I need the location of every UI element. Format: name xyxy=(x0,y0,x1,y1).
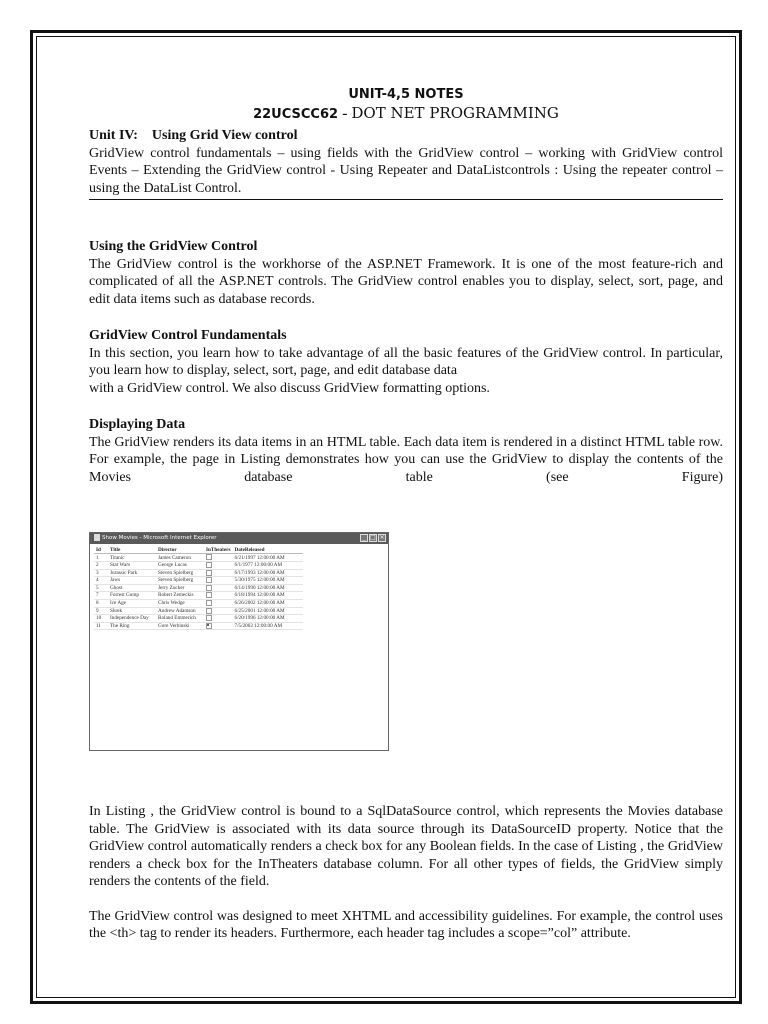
intheaters-checkbox-icon xyxy=(206,554,212,560)
document-body xyxy=(89,86,723,486)
cell-id: 7 xyxy=(94,592,108,600)
section-body-fundamentals: In this section, you learn how to take advantage of all the basic features of the GridView control. In particular, you learn how to display, select, sort, page, and edit database data xyxy=(89,345,723,378)
cell-director: Steven Spielberg xyxy=(156,577,204,585)
cell-datereleased: 6/17/1993 12:00:00 AM xyxy=(233,569,303,577)
cell-id: 2 xyxy=(94,562,108,570)
intheaters-checkbox-icon xyxy=(206,608,212,614)
cell-datereleased: 6/1/1977 12:00:00 AM xyxy=(233,562,303,570)
cell-datereleased: 7/5/2002 12:00:00 AM xyxy=(233,622,303,630)
cell-datereleased: 6/21/1997 12:00:00 AM xyxy=(233,554,303,562)
cell-title: Shrek xyxy=(108,607,156,615)
section-body-fundamentals-2: with a GridView control. We also discuss GridView formatting options. xyxy=(89,380,490,396)
browser-page-icon xyxy=(94,534,100,541)
gridview-header-row xyxy=(94,547,303,554)
cell-intheaters xyxy=(204,599,233,607)
cell-id: 1 xyxy=(94,554,108,562)
course-title: DOT NET PROGRAMMING xyxy=(351,104,559,122)
cell-intheaters xyxy=(204,607,233,615)
paragraph-accessibility: The GridView control was designed to meet XHTML and accessibility guidelines. For example, the control uses the <th> tag to render its headers. Furthermore, each header tag includes a scope=”col” attribute. xyxy=(89,908,723,941)
unit-notes-heading: UNIT-4,5 NOTES xyxy=(348,87,464,102)
intheaters-checkbox-icon xyxy=(206,577,212,583)
cell-datereleased: 6/26/2002 12:00:00 AM xyxy=(233,599,303,607)
table-row xyxy=(94,554,303,562)
cell-title: Independence Day xyxy=(108,615,156,623)
column-header-id: Id xyxy=(94,547,108,554)
movies-gridview xyxy=(94,547,303,630)
cell-director: Andrew Adamson xyxy=(156,607,204,615)
close-icon: × xyxy=(379,534,385,541)
cell-intheaters xyxy=(204,562,233,570)
cell-director: James Cameron xyxy=(156,554,204,562)
cell-intheaters xyxy=(204,615,233,623)
minimize-icon: _ xyxy=(360,534,368,542)
intheaters-checkbox-icon xyxy=(206,600,212,606)
table-row xyxy=(94,622,303,630)
intheaters-checkbox-icon xyxy=(206,570,212,576)
intheaters-checkbox-icon xyxy=(206,623,212,629)
column-header-director: Director xyxy=(156,547,204,554)
cell-intheaters xyxy=(204,584,233,592)
gridview-body xyxy=(94,554,303,630)
section-body-gridview: The GridView control is the workhorse of the ASP.NET Framework. It is one of the most feature-rich and complicated of all the ASP.NET controls. The GridView control enables you to display, select, sort, page, and edit data items such as database records. xyxy=(89,256,723,307)
intheaters-checkbox-icon xyxy=(206,562,212,568)
cell-id: 9 xyxy=(94,607,108,615)
course-heading xyxy=(89,104,723,124)
table-row xyxy=(94,569,303,577)
cell-id: 4 xyxy=(94,577,108,585)
unit-topic: Using Grid View control xyxy=(151,128,298,143)
cell-director: Robert Zemeckis xyxy=(156,592,204,600)
table-row xyxy=(94,615,303,623)
intheaters-checkbox-icon xyxy=(206,585,212,591)
section-heading-fundamentals: GridView Control Fundamentals xyxy=(89,328,287,343)
cell-title: Jurassic Park xyxy=(108,569,156,577)
intheaters-checkbox-icon xyxy=(206,592,212,598)
cell-title: Forrest Gump xyxy=(108,592,156,600)
cell-director: George Lucas xyxy=(156,562,204,570)
column-header-datereleased: DateReleased xyxy=(233,547,303,554)
table-row xyxy=(94,577,303,585)
cell-title: Ice Age xyxy=(108,599,156,607)
after-figure-text xyxy=(89,803,723,943)
cell-datereleased: 5/30/1975 12:00:00 AM xyxy=(233,577,303,585)
cell-id: 3 xyxy=(94,569,108,577)
syllabus-text: GridView control fundamentals – using fields with the GridView control – working with GridView control Events – Extending the GridView control - Using Repeater and DataListcontrols : Using the repeater control – using the DataList Control. xyxy=(89,145,723,201)
cell-title: Ghost xyxy=(108,584,156,592)
cell-id: 10 xyxy=(94,615,108,623)
section-heading-displaying-data: Displaying Data xyxy=(89,417,186,432)
cell-intheaters xyxy=(204,554,233,562)
course-separator: - xyxy=(338,105,352,122)
intheaters-checkbox-icon xyxy=(206,615,212,621)
cell-intheaters xyxy=(204,569,233,577)
cell-intheaters xyxy=(204,592,233,600)
window-controls xyxy=(360,534,386,542)
cell-title: Jaws xyxy=(108,577,156,585)
window-title: Show Movies - Microsoft Internet Explorer xyxy=(102,535,217,541)
table-row xyxy=(94,584,303,592)
section-body-displaying-data: The GridView renders its data items in an HTML table. Each data item is rendered in a distinct HTML table row. For example, the page in Listing demonstrates how you can use the GridView to display the contents of the Movies database table (see Figure) xyxy=(89,434,723,485)
maximize-icon: □ xyxy=(370,534,376,541)
cell-director: Chris Wedge xyxy=(156,599,204,607)
cell-id: 5 xyxy=(94,584,108,592)
cell-title: Titanic xyxy=(108,554,156,562)
cell-id: 8 xyxy=(94,599,108,607)
cell-director: Steven Spielberg xyxy=(156,569,204,577)
course-code: 22UCSCC62 xyxy=(253,107,339,122)
cell-director: Roland Emmerich xyxy=(156,615,204,623)
cell-intheaters xyxy=(204,622,233,630)
table-row xyxy=(94,599,303,607)
cell-datereleased: 6/20/1996 12:00:00 AM xyxy=(233,615,303,623)
column-header-title: Title xyxy=(108,547,156,554)
section-heading-gridview: Using the GridView Control xyxy=(89,239,258,254)
cell-datereleased: 6/25/2001 12:00:00 AM xyxy=(233,607,303,615)
column-header-intheaters: InTheaters xyxy=(206,547,231,553)
cell-director: Jerry Zucker xyxy=(156,584,204,592)
table-row xyxy=(94,562,303,570)
cell-intheaters xyxy=(204,577,233,585)
table-row xyxy=(94,607,303,615)
cell-title: Star Wars xyxy=(108,562,156,570)
figure-screenshot-window xyxy=(89,532,389,751)
cell-title: The Ring xyxy=(108,622,156,630)
paragraph-listing-binding: In Listing , the GridView control is bound to a SqlDataSource control, which represents the Movies database table. The GridView is associated with its data source through its DataSourceID property. Notice that the GridView control automatically renders a check box for any Boolean fields. In the case of Listing , the GridView renders a check box for the InTheaters database column. For all other types of fields, the GridView simply renders the contents of the field. xyxy=(89,804,723,889)
cell-id: 11 xyxy=(94,622,108,630)
cell-datereleased: 6/14/1990 12:00:00 AM xyxy=(233,584,303,592)
cell-director: Gore Verbinski xyxy=(156,622,204,630)
unit-heading xyxy=(89,127,723,145)
unit-label: Unit IV: xyxy=(89,128,138,143)
window-titlebar xyxy=(90,533,388,544)
table-row xyxy=(94,592,303,600)
cell-datereleased: 6/18/1994 12:00:00 AM xyxy=(233,592,303,600)
